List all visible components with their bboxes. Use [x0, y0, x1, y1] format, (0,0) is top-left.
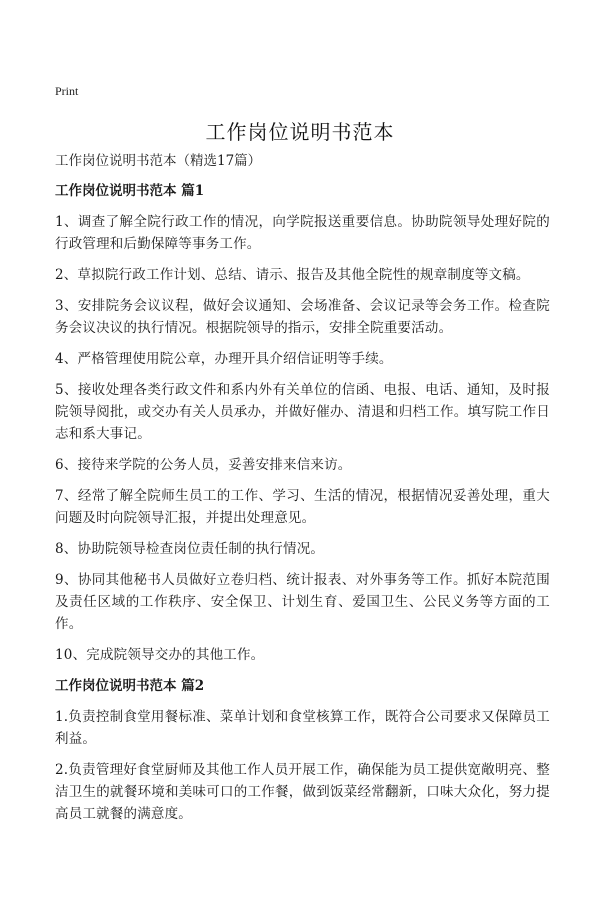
section-heading: 工作岗位说明书范本 篇2	[55, 678, 205, 694]
paragraph: 8、协助院领导检查岗位责任制的执行情况。	[55, 541, 325, 557]
paragraph: 5、接收处理各类行政文件和系内外有关单位的信函、电报、电话、通知，及时报院领导阅批，或交办有关人员承办，并做好催办、清退和归档工作。填写院工作日志和系大事记。	[55, 382, 550, 442]
paragraph: 2、草拟院行政工作计划、总结、请示、报告及其他全院性的规章制度等文稿。	[55, 267, 530, 283]
paragraph: 3、安排院务会议议程，做好会议通知、会场准备、会议记录等会务工作。检查院务会议决议的执行情况。根据院领导的指示，安排全院重要活动。	[55, 298, 550, 336]
section-1	[55, 180, 550, 666]
section-2	[55, 675, 550, 825]
document-title: 工作岗位说明书范本	[205, 120, 395, 144]
paragraph: 4、严格管理使用院公章，办理开具介绍信证明等手续。	[55, 351, 393, 367]
paragraph: 10、完成院领导交办的其他工作。	[55, 647, 265, 663]
section-heading: 工作岗位说明书范本 篇1	[55, 183, 205, 199]
paragraph: 6、接待来学院的公务人员，妥善安排来信来访。	[55, 457, 352, 473]
paragraph: 2.负责管理好食堂厨师及其他工作人员开展工作，确保能为员工提供宽敞明亮、整洁卫生的就餐环境和美味可口的工作餐，做到饭菜经常翻新，口味大众化，努力提高员工就餐的满意度。	[55, 762, 550, 822]
document-body	[55, 150, 550, 834]
paragraph: 9、协同其他秘书人员做好立卷归档、统计报表、对外事务等工作。抓好本院范围及责任区域的工作秩序、安全保卫、计划生育、爱国卫生、公民义务等方面的工作。	[55, 572, 550, 632]
document-subtitle: 工作岗位说明书范本（精选17篇）	[55, 153, 262, 169]
print-label: Print	[55, 84, 79, 98]
paragraph: 1.负责控制食堂用餐标准、菜单计划和食堂核算工作，既符合公司要求又保障员工利益。	[55, 709, 550, 747]
paragraph: 1、调查了解全院行政工作的情况，向学院报送重要信息。协助院领导处理好院的行政管理和后勤保障等事务工作。	[55, 214, 550, 252]
paragraph: 7、经常了解全院师生员工的工作、学习、生活的情况，根据情况妥善处理，重大问题及时向院领导汇报，并提出处理意见。	[55, 488, 550, 526]
